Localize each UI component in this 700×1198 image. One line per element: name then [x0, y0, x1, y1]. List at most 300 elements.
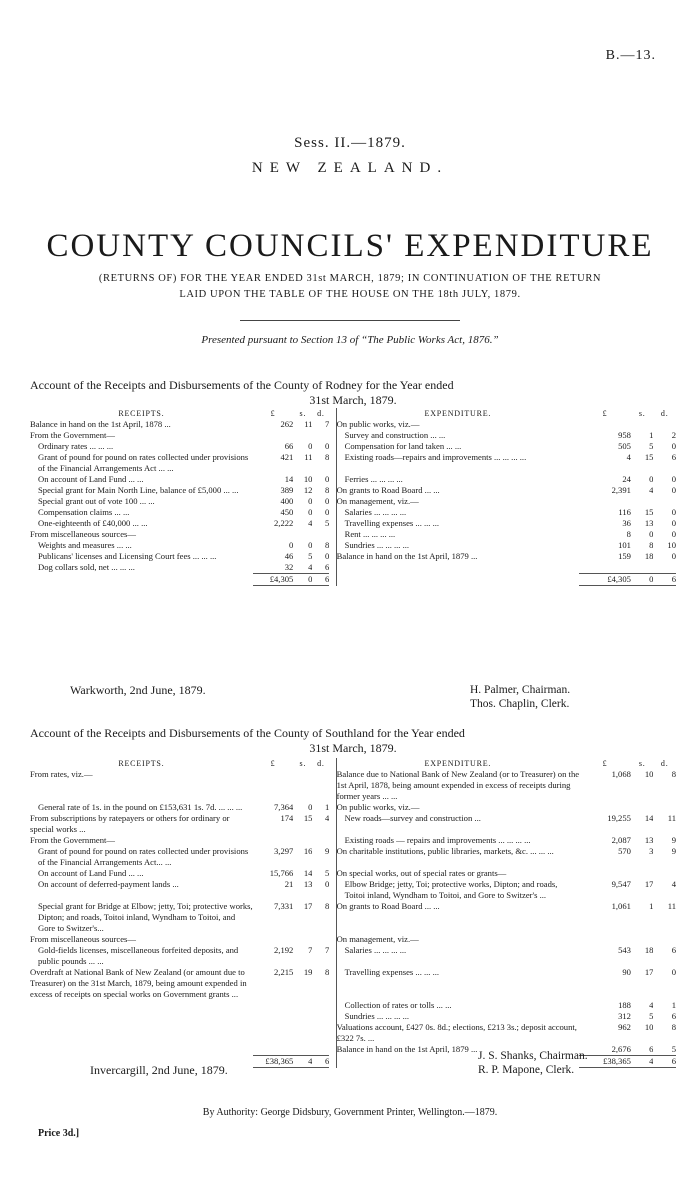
divider — [240, 320, 460, 321]
expenditure-pounds: 24 — [622, 474, 631, 484]
expenditure-shillings: 6 — [649, 1044, 654, 1054]
column-divider — [329, 540, 336, 551]
receipt-shillings: 19 — [303, 967, 313, 977]
table-row — [30, 868, 676, 879]
column-divider — [329, 485, 336, 496]
receipts-total-pence: 6 — [312, 1056, 329, 1068]
currency-pounds-header: £ — [270, 409, 276, 418]
empty-cell — [253, 1011, 294, 1022]
receipt-pounds: 450 — [280, 507, 294, 517]
receipt-pence: 0 — [325, 441, 330, 451]
rodney-signature-clerk: Thos. Chaplin, Clerk. — [470, 698, 570, 710]
receipt-pounds: 2,215 — [274, 967, 294, 977]
expenditure-shillings: 0 — [649, 529, 654, 539]
expenditure-shillings: 17 — [644, 967, 654, 977]
receipt-shillings: 4 — [308, 518, 313, 528]
expenditure-pence — [653, 934, 676, 945]
column-divider — [329, 802, 336, 813]
table-row — [30, 452, 676, 474]
currency-pence-header: d. — [660, 759, 669, 768]
expenditure-pence: 0 — [671, 967, 676, 977]
column-divider — [329, 1056, 336, 1068]
expenditure-pounds: 36 — [622, 518, 631, 528]
receipts-total-pence: 6 — [312, 574, 329, 586]
table-row — [30, 1000, 676, 1011]
column-divider — [329, 758, 336, 769]
receipt-shillings: 0 — [308, 507, 313, 517]
table-row — [30, 1022, 676, 1044]
receipt-pounds: 400 — [280, 496, 294, 506]
receipt-shillings: 7 — [308, 945, 313, 955]
receipt-item: Compensation claims ... ... — [38, 507, 130, 517]
receipt-pounds: 174 — [280, 813, 294, 823]
expenditure-item: On public works, viz.— — [336, 419, 420, 429]
expenditure-pounds: 2,391 — [611, 485, 631, 495]
table-row — [30, 507, 676, 518]
empty-cell — [30, 1022, 253, 1044]
empty-cell — [30, 1011, 253, 1022]
receipt-pence: 0 — [325, 879, 330, 889]
receipt-shillings: 0 — [308, 540, 313, 550]
column-divider — [329, 452, 336, 474]
receipt-pence: 5 — [325, 518, 330, 528]
expenditure-shillings: 10 — [644, 769, 654, 779]
receipt-item: On account of Land Fund ... ... — [38, 868, 144, 878]
table-row — [30, 562, 676, 574]
receipt-pounds — [253, 769, 294, 802]
receipt-pounds: 21 — [284, 879, 294, 889]
expenditure-pence: 0 — [671, 507, 676, 517]
receipt-pence: 4 — [325, 813, 330, 823]
currency-pence-header: d. — [660, 409, 669, 418]
receipt-pounds — [253, 835, 294, 846]
rodney-account-table — [30, 408, 676, 586]
column-divider — [329, 529, 336, 540]
receipts-header: RECEIPTS. — [118, 409, 165, 418]
receipt-item: Special grant for Bridge at Elbow; jetty, Toi; protective works, Dipton; and roads, Toitoi inland, Wyndham to Toitoi, and Gore to Switzer's... — [38, 901, 253, 933]
expenditure-item: Elbow Bridge; jetty, Toi; protective works, Dipton; and roads, Toitoi inland, Wyndham to Toitoi, and Gore to Switzer's ... — [344, 879, 558, 900]
receipt-shillings: 10 — [303, 474, 313, 484]
southland-heading-line-1: Account of the Receipts and Disbursements of the County of Southland for the Year ended — [30, 726, 465, 740]
receipt-shillings — [293, 835, 312, 846]
receipt-item: Balance in hand on the 1st April, 1878 ... — [30, 419, 171, 429]
expenditure-shillings: 15 — [644, 507, 654, 517]
column-divider — [329, 441, 336, 452]
empty-cell — [253, 1044, 294, 1056]
receipt-pence — [312, 769, 329, 802]
receipt-pounds: 7,331 — [274, 901, 294, 911]
expenditure-pounds — [579, 419, 631, 430]
expenditure-pounds: 90 — [622, 967, 631, 977]
receipt-shillings: 0 — [308, 802, 313, 812]
expenditure-shillings: 15 — [644, 452, 654, 462]
session-label: Sess. II.—1879. — [294, 135, 406, 151]
expenditure-pounds: 9,547 — [611, 879, 631, 889]
southland-signature-clerk: R. P. Mapone, Clerk. — [478, 1064, 575, 1076]
expenditure-item: Existing roads — repairs and improvements ... ... ... ... — [344, 835, 531, 845]
table-row — [30, 540, 676, 551]
table-row — [30, 430, 676, 441]
expenditure-item: Sundries ... ... ... ... — [344, 540, 410, 550]
receipt-pence — [312, 934, 329, 945]
expenditure-pence: 9 — [671, 835, 676, 845]
column-divider — [329, 574, 336, 586]
expenditure-shillings — [631, 868, 654, 879]
receipt-pence — [312, 835, 329, 846]
table-row — [30, 879, 676, 901]
expenditure-pounds: 188 — [618, 1000, 631, 1010]
receipt-item: Overdraft at National Bank of New Zealand (or amount due to Treasurer) on the 31st March, 1879, being amount expended in excess of receipts on special works on Government grants ... — [30, 967, 247, 999]
expenditure-shillings: 8 — [649, 540, 654, 550]
expenditure-pence: 0 — [671, 551, 676, 561]
receipt-pence: 9 — [325, 846, 330, 856]
expenditure-pence — [653, 419, 676, 430]
expenditure-pounds: 543 — [618, 945, 631, 955]
expenditure-shillings: 1 — [649, 430, 654, 440]
expenditure-pence: 11 — [667, 813, 676, 823]
expenditure-shillings: 4 — [649, 1000, 654, 1010]
expenditure-item: On special works, out of special rates or grants— — [336, 868, 507, 878]
receipt-item: Dog collars sold, net ... ... ... — [38, 562, 135, 572]
rodney-signature-chairman: H. Palmer, Chairman. — [470, 684, 571, 696]
table-row — [30, 901, 676, 934]
receipts-total-shillings: 0 — [293, 574, 312, 586]
receipt-shillings: 5 — [308, 551, 313, 561]
expenditure-pounds: 101 — [618, 540, 631, 550]
table-header-row — [30, 408, 676, 419]
expenditure-header: EXPENDITURE. — [424, 759, 492, 768]
receipt-pounds: 7,364 — [274, 802, 294, 812]
expenditure-item: Balance due to National Bank of New Zealand (or to Treasurer) on the 1st April, 1878, being amount expended in excess of receipts during former years ... ... — [336, 769, 580, 801]
expenditure-pounds: 8 — [626, 529, 631, 539]
column-divider — [329, 967, 336, 1000]
table-row — [30, 485, 676, 496]
column-divider — [329, 868, 336, 879]
table-header-row — [30, 758, 676, 769]
table-row — [30, 419, 676, 430]
expenditure-pounds: 1,068 — [611, 769, 631, 779]
expenditure-item: On grants to Road Board ... ... — [336, 901, 440, 911]
receipt-shillings: 14 — [303, 868, 313, 878]
expenditure-pounds: 4 — [626, 452, 631, 462]
column-divider — [329, 1000, 336, 1011]
price-note: Price 3d.] — [38, 1128, 80, 1139]
receipt-shillings: 0 — [308, 496, 313, 506]
currency-pence-header: d. — [317, 409, 325, 418]
column-divider — [329, 945, 336, 967]
empty-cell — [253, 1000, 294, 1011]
receipt-pounds: 0 — [289, 540, 294, 550]
receipt-pounds: 15,766 — [269, 868, 294, 878]
receipt-shillings: 0 — [308, 441, 313, 451]
receipt-pence: 8 — [325, 452, 330, 462]
expenditure-pounds: 116 — [618, 507, 631, 517]
expenditure-pence — [653, 802, 676, 813]
southland-heading-line-2: 31st March, 1879. — [309, 741, 397, 755]
receipt-shillings — [293, 529, 312, 540]
expenditure-pence: 2 — [671, 430, 676, 440]
column-divider — [329, 1044, 336, 1056]
receipt-pence: 0 — [325, 507, 330, 517]
receipt-pounds: 389 — [280, 485, 294, 495]
receipts-header: RECEIPTS. — [118, 759, 165, 768]
column-divider — [329, 496, 336, 507]
expenditure-shillings: 17 — [644, 879, 654, 889]
receipt-shillings — [293, 934, 312, 945]
table-row — [30, 551, 676, 562]
currency-pounds-header: £ — [602, 759, 608, 768]
expenditure-shillings: 18 — [644, 551, 654, 561]
rodney-account-heading — [30, 378, 676, 408]
expenditure-header: EXPENDITURE. — [424, 409, 492, 418]
expenditure-shillings: 5 — [649, 441, 654, 451]
expenditure-pence: 0 — [671, 474, 676, 484]
expenditure-item: On management, viz.— — [336, 934, 419, 944]
column-divider — [329, 419, 336, 430]
total-row — [30, 574, 676, 586]
column-divider — [329, 551, 336, 562]
expenditure-pounds: 1,061 — [611, 901, 631, 911]
expenditure-item: On management, viz.— — [336, 496, 419, 506]
receipt-item: Publicans' licenses and Licensing Court fees ... ... ... — [38, 551, 217, 561]
expenditure-shillings — [631, 802, 654, 813]
currency-shillings-header: s. — [299, 409, 307, 418]
expenditure-pounds: 2,676 — [611, 1044, 631, 1054]
column-divider — [329, 813, 336, 835]
expenditure-total-shillings: 4 — [631, 1056, 654, 1068]
receipt-item: One-eighteenth of £40,000 ... ... — [38, 518, 148, 528]
column-divider — [329, 562, 336, 574]
expenditure-shillings: 5 — [649, 1011, 654, 1021]
receipt-item: Ordinary rates ... ... ... — [38, 441, 114, 451]
column-divider — [329, 846, 336, 868]
expenditure-item: Salaries ... ... ... ... — [344, 945, 407, 955]
expenditure-pounds: 2,087 — [611, 835, 631, 845]
expenditure-total-pounds: £4,305 — [579, 574, 631, 586]
table-row — [30, 802, 676, 813]
table-row — [30, 846, 676, 868]
expenditure-pounds: 312 — [618, 1011, 631, 1021]
expenditure-total-shillings: 0 — [631, 574, 654, 586]
expenditure-pounds: 570 — [618, 846, 631, 856]
expenditure-item: Travelling expenses ... ... ... — [344, 518, 440, 528]
subtitle-line-2: LAID UPON THE TABLE OF THE HOUSE ON THE 18th JULY, 1879. — [179, 289, 521, 300]
expenditure-item: Balance in hand on the 1st April, 1879 ... — [336, 551, 478, 561]
subtitle-line-1: (RETURNS OF) FOR THE YEAR ENDED 31st MARCH, 1879; IN CONTINUATION OF THE RETURN — [98, 273, 602, 284]
table-row — [30, 1011, 676, 1022]
expenditure-item: On charitable institutions, public libraries, markets, &c. ... ... ... — [336, 846, 554, 856]
expenditure-pence: 0 — [671, 529, 676, 539]
receipt-shillings: 4 — [308, 562, 313, 572]
receipt-item: Special grant out of vote 100 ... ... — [38, 496, 155, 506]
expenditure-shillings: 13 — [644, 835, 654, 845]
expenditure-shillings — [631, 419, 654, 430]
expenditure-pence: 0 — [671, 441, 676, 451]
receipt-pounds — [253, 529, 294, 540]
expenditure-pounds: 19,255 — [607, 813, 631, 823]
receipt-pounds: 66 — [284, 441, 294, 451]
expenditure-pounds — [579, 802, 631, 813]
receipt-pence: 0 — [325, 496, 330, 506]
expenditure-shillings: 1 — [649, 901, 654, 911]
empty-cell — [312, 1044, 329, 1056]
receipt-shillings — [293, 769, 312, 802]
column-divider — [329, 769, 336, 802]
column-divider — [329, 901, 336, 934]
paper-reference: B.—13. — [605, 48, 656, 63]
southland-signature-chairman: J. S. Shanks, Chairman. — [478, 1050, 588, 1062]
empty-cell — [336, 562, 579, 574]
receipt-shillings: 11 — [304, 452, 313, 462]
table-row — [30, 967, 676, 1000]
receipt-pence: 8 — [325, 540, 330, 550]
receipt-pence: 7 — [325, 419, 330, 429]
column-divider — [329, 934, 336, 945]
presented-note: Presented pursuant to Section 13 of “The Public Works Act, 1876.” — [201, 334, 499, 346]
expenditure-shillings: 14 — [644, 813, 654, 823]
expenditure-pence: 11 — [667, 901, 676, 911]
expenditure-pence — [653, 496, 676, 507]
empty-cell — [253, 1022, 294, 1044]
receipt-item: From the Government— — [30, 430, 115, 440]
expenditure-item: Salaries ... ... ... ... — [344, 507, 407, 517]
empty-cell — [336, 574, 579, 586]
receipts-total-pounds: £38,365 — [253, 1056, 294, 1068]
receipt-item: From miscellaneous sources— — [30, 934, 136, 944]
receipt-pounds: 262 — [280, 419, 294, 429]
receipt-shillings — [293, 430, 312, 441]
receipt-item: Grant of pound for pound on rates collected under provisions of the Financial Arrangements Act ... ... — [38, 452, 249, 473]
expenditure-shillings: 4 — [649, 485, 654, 495]
receipts-total-shillings: 4 — [293, 1056, 312, 1068]
receipt-item: From miscellaneous sources— — [30, 529, 136, 539]
table-row — [30, 529, 676, 540]
receipt-shillings: 12 — [303, 485, 313, 495]
expenditure-pounds — [579, 868, 631, 879]
receipt-pence: 8 — [325, 485, 330, 495]
expenditure-pence: 1 — [671, 1000, 676, 1010]
receipt-item: On account of Land Fund ... ... — [38, 474, 144, 484]
receipt-pounds: 3,297 — [274, 846, 294, 856]
country-heading: NEW ZEALAND. — [251, 160, 449, 176]
expenditure-item: On grants to Road Board ... ... — [336, 485, 440, 495]
expenditure-item: New roads—survey and construction ... — [344, 813, 481, 823]
column-divider — [329, 1022, 336, 1044]
receipt-item: From rates, viz.— — [30, 769, 93, 779]
table-row — [30, 835, 676, 846]
receipt-pence: 0 — [325, 474, 330, 484]
receipt-pounds — [253, 430, 294, 441]
expenditure-pence: 6 — [671, 945, 676, 955]
expenditure-pounds: 962 — [618, 1022, 631, 1032]
receipt-pounds: 32 — [284, 562, 294, 572]
expenditure-shillings — [631, 496, 654, 507]
column-divider — [329, 430, 336, 441]
expenditure-item: Collection of rates or tolls ... ... — [344, 1000, 452, 1010]
expenditure-pounds: 505 — [618, 441, 631, 451]
column-divider — [329, 507, 336, 518]
receipt-pounds: 2,192 — [274, 945, 294, 955]
expenditure-shillings: 13 — [644, 518, 654, 528]
expenditure-shillings: 0 — [649, 474, 654, 484]
receipt-pounds — [253, 934, 294, 945]
southland-account-heading — [30, 726, 676, 756]
expenditure-item: Survey and construction ... ... — [344, 430, 446, 440]
receipt-item: From subscriptions by ratepayers or others for ordinary or special works ... — [30, 813, 230, 834]
currency-pounds-header: £ — [602, 409, 608, 418]
receipt-item: Special grant for Main North Line, balance of £5,000 ... ... — [38, 485, 239, 495]
table-row — [30, 496, 676, 507]
column-divider — [329, 408, 336, 419]
column-divider — [329, 474, 336, 485]
expenditure-pence: 6 — [671, 452, 676, 462]
receipt-shillings: 11 — [304, 419, 313, 429]
empty-cell — [653, 562, 676, 574]
receipt-pence — [312, 529, 329, 540]
expenditure-item: On public works, viz.— — [336, 802, 420, 812]
receipt-shillings: 17 — [303, 901, 313, 911]
expenditure-pence: 6 — [671, 1011, 676, 1021]
expenditure-pence: 10 — [667, 540, 676, 550]
empty-cell — [30, 1044, 253, 1056]
receipt-shillings: 13 — [303, 879, 313, 889]
empty-cell — [293, 1011, 312, 1022]
receipt-pence: 8 — [325, 901, 330, 911]
receipt-pounds: 14 — [284, 474, 294, 484]
expenditure-item: Compensation for land taken ... ... — [344, 441, 462, 451]
receipt-shillings: 16 — [303, 846, 313, 856]
table-row — [30, 945, 676, 967]
southland-place-date: Invercargill, 2nd June, 1879. — [90, 1063, 228, 1077]
column-divider — [329, 518, 336, 529]
empty-cell — [312, 1011, 329, 1022]
southland-account-table — [30, 758, 676, 1068]
expenditure-pence: 4 — [671, 879, 676, 889]
empty-cell — [579, 562, 631, 574]
rodney-heading-line-1: Account of the Receipts and Disbursements of the County of Rodney for the Year ended — [30, 378, 454, 392]
column-divider — [329, 879, 336, 901]
table-row — [30, 813, 676, 835]
expenditure-item: Ferries ... ... ... ... — [344, 474, 403, 484]
expenditure-item: Travelling expenses ... ... ... — [344, 967, 440, 977]
expenditure-pence — [653, 868, 676, 879]
document-title: COUNTY COUNCILS' EXPENDITURE — [46, 228, 654, 264]
empty-cell — [293, 1022, 312, 1044]
receipt-item: Grant of pound for pound on rates collected under provisions of the Financial Arrangements Act... ... — [38, 846, 249, 867]
empty-cell — [312, 1000, 329, 1011]
receipt-pence: 0 — [325, 551, 330, 561]
receipt-item: General rate of 1s. in the pound on £153,631 1s. 7d. ... ... ... — [38, 802, 243, 812]
expenditure-pounds: 159 — [618, 551, 631, 561]
rodney-place-date: Warkworth, 2nd June, 1879. — [70, 683, 206, 697]
table-row — [30, 518, 676, 529]
currency-shillings-header: s. — [638, 409, 646, 418]
empty-cell — [293, 1044, 312, 1056]
receipt-pence: 8 — [325, 967, 330, 977]
expenditure-shillings: 18 — [644, 945, 654, 955]
receipt-pounds: 2,222 — [274, 518, 294, 528]
expenditure-item: Sundries ... ... ... ... — [344, 1011, 410, 1021]
expenditure-pence: 0 — [671, 518, 676, 528]
expenditure-item: Existing roads—repairs and improvements ... ... ... ... — [344, 452, 527, 462]
expenditure-pence: 5 — [671, 1044, 676, 1054]
receipt-pounds: 421 — [280, 452, 294, 462]
table-row — [30, 769, 676, 802]
empty-cell — [293, 1000, 312, 1011]
expenditure-pounds — [579, 496, 631, 507]
receipt-item: Gold-fields licenses, miscellaneous forfeited deposits, and public pounds ... ... — [38, 945, 239, 966]
expenditure-pounds — [579, 934, 631, 945]
